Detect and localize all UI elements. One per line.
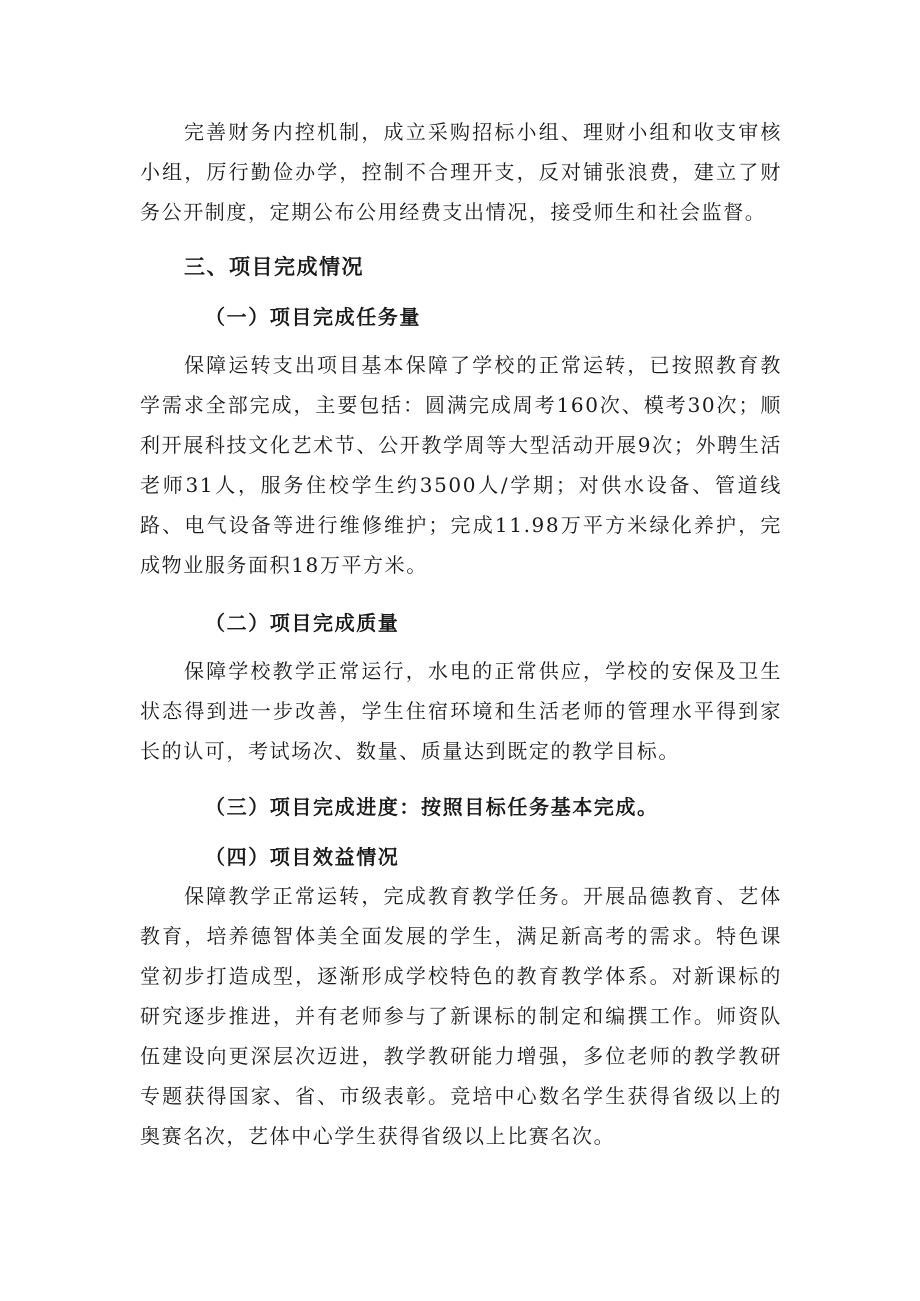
paragraph-task-volume: 保障运转支出项目基本保障了学校的正常运转，已按照教育教学需求全部完成，主要包括：圆满完成周考160次、模考30次；顺利开展科技文化艺术节、公开教学周等大型活动开展9次；外聘生活老师31人，服务住校学生约3500人/学期；对供水设备、管道线路、电气设备等进行维修维护；完成11.98万平方米绿化养护，完成物业服务面积18万平方米。	[140, 353, 782, 577]
intro-paragraph: 完善财务内控机制，成立采购招标小组、理财小组和收支审核小组，厉行勤俭办学，控制不合理开支，反对铺张浪费，建立了财务公开制度，定期公布公用经费支出情况，接受师生和社会监督。	[140, 120, 782, 224]
subsection-heading-2: （二）项目完成质量	[205, 611, 400, 635]
paragraph-quality: 保障学校教学正常运行，水电的正常供应，学校的安保及卫生状态得到进一步改善，学生住宿环境和生活老师的管理水平得到家长的认可，考试场次、数量、质量达到既定的教学目标。	[140, 659, 782, 763]
subsection-heading-1: （一）项目完成任务量	[205, 305, 421, 329]
paragraph-benefits: 保障教学正常运转，完成教育教学任务。开展品德教育、艺体教育，培养德智体美全面发展的学生，满足新高考的需求。特色课堂初步打造成型，逐渐形成学校特色的教育教学体系。对新课标的研究逐步推进，并有老师参与了新课标的制定和编撰工作。师资队伍建设向更深层次迈进，教学教研能力增强，多位老师的教学教研专题获得国家、省、市级表彰。竞培中心数名学生获得省级以上的奥赛名次，艺体中心学生获得省级以上比赛名次。	[140, 884, 782, 1148]
subsection-heading-4: （四）项目效益情况	[205, 845, 400, 869]
subsection-heading-3: （三）项目完成进度：按照目标任务基本完成。	[205, 795, 659, 819]
section-heading-3: 三、项目完成情况	[184, 255, 364, 279]
